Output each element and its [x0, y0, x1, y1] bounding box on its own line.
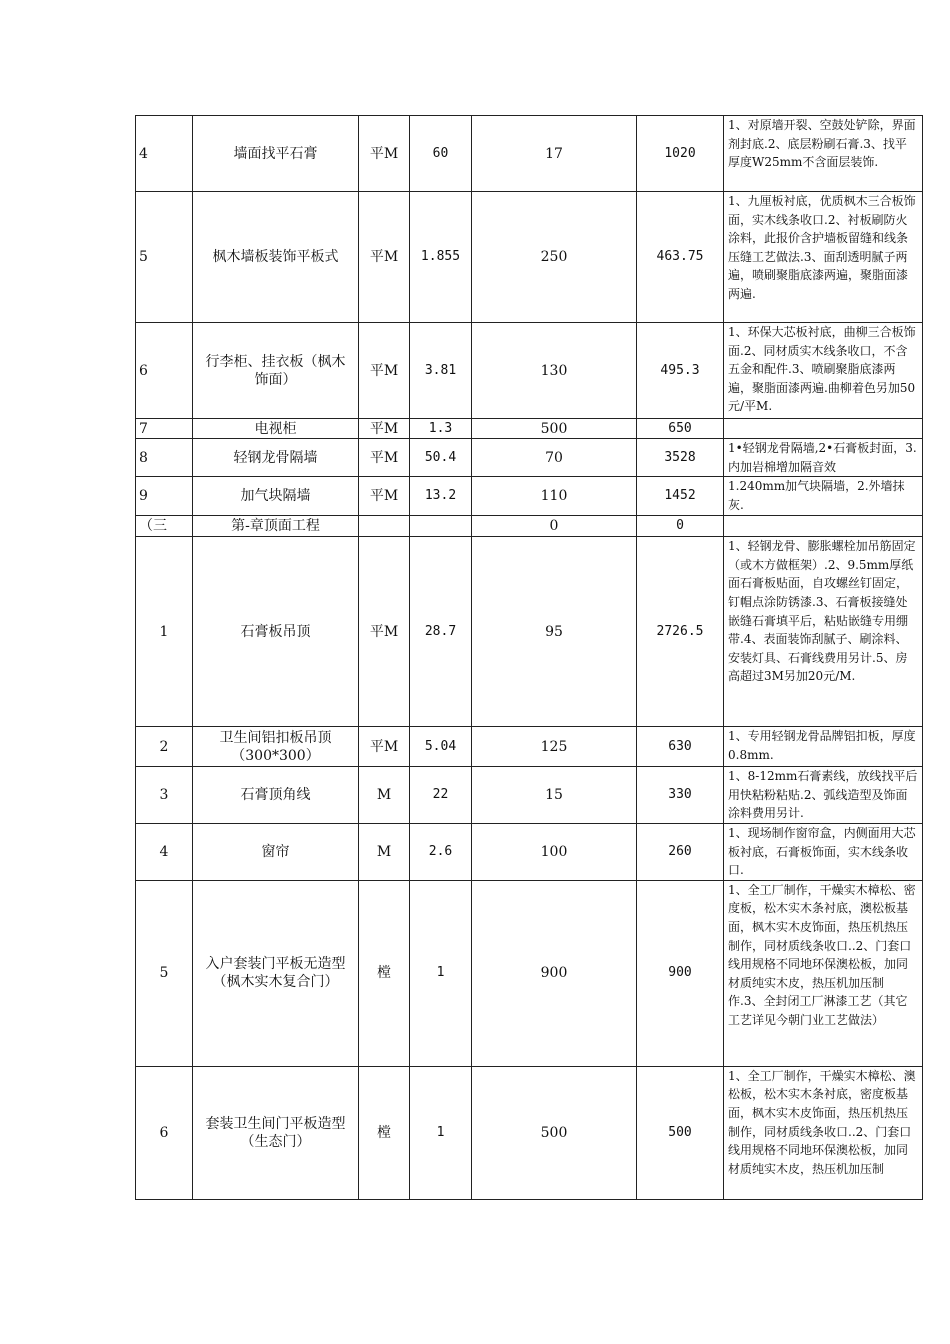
item-name: 石膏板吊顶 [193, 537, 359, 727]
table-row [136, 516, 923, 537]
unit-price-cell: 900 [472, 880, 637, 1066]
unit-cell: M [359, 823, 410, 880]
table-row [136, 537, 923, 727]
item-number: （三 [136, 516, 193, 537]
unit-price-cell: 130 [472, 323, 637, 419]
item-number: 5 [136, 192, 193, 323]
quantity-cell: 5.04 [410, 727, 472, 767]
unit-price-cell: 0 [472, 516, 637, 537]
item-number: 8 [136, 439, 193, 477]
unit-price-cell: 110 [472, 477, 637, 516]
table-row [136, 192, 923, 323]
quotation-table-body [136, 116, 923, 1200]
table-row [136, 823, 923, 880]
unit-cell [359, 516, 410, 537]
total-cell: 630 [637, 727, 724, 767]
table-row [136, 419, 923, 439]
quotation-table [135, 115, 923, 1200]
unit-price-cell: 125 [472, 727, 637, 767]
unit-cell: 平M [359, 537, 410, 727]
unit-price-cell: 250 [472, 192, 637, 323]
unit-cell: 平M [359, 419, 410, 439]
item-name: 入户套装门平板无造型（枫木实木复合门） [193, 880, 359, 1066]
item-number: 4 [136, 116, 193, 192]
total-cell: 1020 [637, 116, 724, 192]
process-note: 1、对原墙开裂、空鼓处铲除，界面剂封底.2、底层粉刷石膏.3、找平厚度W25mm不含面层装饰. [724, 116, 923, 192]
quantity-cell: 1 [410, 1066, 472, 1199]
unit-price-cell: 500 [472, 1066, 637, 1199]
item-name: 第-章顶面工程 [193, 516, 359, 537]
quantity-cell: 50.4 [410, 439, 472, 477]
total-cell: 1452 [637, 477, 724, 516]
item-number: 2 [136, 727, 193, 767]
quantity-cell: 2.6 [410, 823, 472, 880]
unit-cell: 樘 [359, 1066, 410, 1199]
unit-cell: 平M [359, 477, 410, 516]
process-note: 1、九厘板衬底，优质枫木三合板饰面，实木线条收口.2、衬板刷防火涂料，此报价含护墙板留缝和线条压缝工艺做法.3、面刮透明腻子两遍，喷刷聚脂底漆两遍，聚脂面漆两遍. [724, 192, 923, 323]
total-cell: 500 [637, 1066, 724, 1199]
item-number: 6 [136, 323, 193, 419]
quantity-cell: 1 [410, 880, 472, 1066]
process-note: 1•轻钢龙骨隔墙,2•石膏板封面，3.内加岩棉增加隔音效 [724, 439, 923, 477]
total-cell: 495.3 [637, 323, 724, 419]
process-note: 1、专用轻钢龙骨品牌铝扣板，厚度0.8mm. [724, 727, 923, 767]
unit-price-cell: 500 [472, 419, 637, 439]
item-number: 6 [136, 1066, 193, 1199]
quantity-cell: 22 [410, 767, 472, 824]
item-number: 4 [136, 823, 193, 880]
unit-cell: 平M [359, 727, 410, 767]
unit-cell: 樘 [359, 880, 410, 1066]
process-note [724, 516, 923, 537]
total-cell: 650 [637, 419, 724, 439]
unit-price-cell: 17 [472, 116, 637, 192]
item-name: 卫生间铝扣板吊顶（300*300） [193, 727, 359, 767]
item-number: 3 [136, 767, 193, 824]
item-name: 电视柜 [193, 419, 359, 439]
process-note: 1、全工厂制作，干燥实木樟松、澳松板，松木实木条衬底，密度板基面，枫木实木皮饰面，热压机热压制作，同材质线条收口..2、门套口线用规格不同地环保澳松板，加同材质纯实木皮，热压机加压制 [724, 1066, 923, 1199]
unit-price-cell: 95 [472, 537, 637, 727]
quantity-cell [410, 516, 472, 537]
item-name: 行李柜、挂衣板（枫木饰面） [193, 323, 359, 419]
total-cell: 260 [637, 823, 724, 880]
total-cell: 900 [637, 880, 724, 1066]
item-name: 套装卫生间门平板造型（生态门） [193, 1066, 359, 1199]
table-row [136, 1066, 923, 1199]
item-name: 墙面找平石膏 [193, 116, 359, 192]
unit-price-cell: 70 [472, 439, 637, 477]
process-note [724, 419, 923, 439]
total-cell: 3528 [637, 439, 724, 477]
item-number: 1 [136, 537, 193, 727]
total-cell: 330 [637, 767, 724, 824]
quantity-cell: 1.3 [410, 419, 472, 439]
process-note: 1、环保大芯板衬底，曲柳三合板饰面.2、同材质实木线条收口，不含五金和配件.3、喷刷聚脂底漆两遍，聚脂面漆两遍.曲柳着色另加50元/平M. [724, 323, 923, 419]
process-note: 1、轻钢龙骨、膨胀螺栓加吊筋固定（或木方做框架）.2、9.5mm厚纸面石膏板贴面，自攻螺丝钉固定，钉帽点涂防锈漆.3、石膏板接缝处嵌缝石膏填平后，粘贴嵌缝专用绷带.4、表面装饰刮腻子、刷涂料、安装灯具、石膏线费用另计.5、房高超过3M另加20元/M. [724, 537, 923, 727]
unit-price-cell: 100 [472, 823, 637, 880]
item-name: 枫木墙板装饰平板式 [193, 192, 359, 323]
item-number: 9 [136, 477, 193, 516]
table-row [136, 439, 923, 477]
quantity-cell: 1.855 [410, 192, 472, 323]
item-name: 窗帘 [193, 823, 359, 880]
table-row [136, 880, 923, 1066]
quantity-cell: 13.2 [410, 477, 472, 516]
total-cell: 463.75 [637, 192, 724, 323]
table-row [136, 323, 923, 419]
process-note: 1、全工厂制作，干燥实木樟松、密度板，松木实木条衬底，澳松板基面，枫木实木皮饰面，热压机热压制作，同材质线条收口..2、门套口线用规格不同地环保澳松板，加同材质纯实木皮，热压机加压制作.3、全封闭工厂淋漆工艺（其它工艺详见今朝门业工艺做法） [724, 880, 923, 1066]
item-name: 轻钢龙骨隔墙 [193, 439, 359, 477]
quantity-cell: 28.7 [410, 537, 472, 727]
total-cell: 2726.5 [637, 537, 724, 727]
table-row [136, 767, 923, 824]
item-number: 5 [136, 880, 193, 1066]
total-cell: 0 [637, 516, 724, 537]
unit-cell: 平M [359, 323, 410, 419]
process-note: 1、8-12mm石膏素线，放线找平后用快粘粉粘贴.2、弧线造型及饰面涂料费用另计. [724, 767, 923, 824]
quantity-cell: 3.81 [410, 323, 472, 419]
table-row [136, 727, 923, 767]
table-row [136, 116, 923, 192]
item-number: 7 [136, 419, 193, 439]
unit-cell: 平M [359, 439, 410, 477]
process-note: 1.240mm加气块隔墙，2.外墙抹灰. [724, 477, 923, 516]
unit-cell: M [359, 767, 410, 824]
item-name: 加气块隔墙 [193, 477, 359, 516]
process-note: 1、现场制作窗帘盒，内侧面用大芯板衬底，石膏板饰面，实木线条收口. [724, 823, 923, 880]
unit-cell: 平M [359, 116, 410, 192]
item-name: 石膏顶角线 [193, 767, 359, 824]
quantity-cell: 60 [410, 116, 472, 192]
unit-cell: 平M [359, 192, 410, 323]
table-row [136, 477, 923, 516]
unit-price-cell: 15 [472, 767, 637, 824]
